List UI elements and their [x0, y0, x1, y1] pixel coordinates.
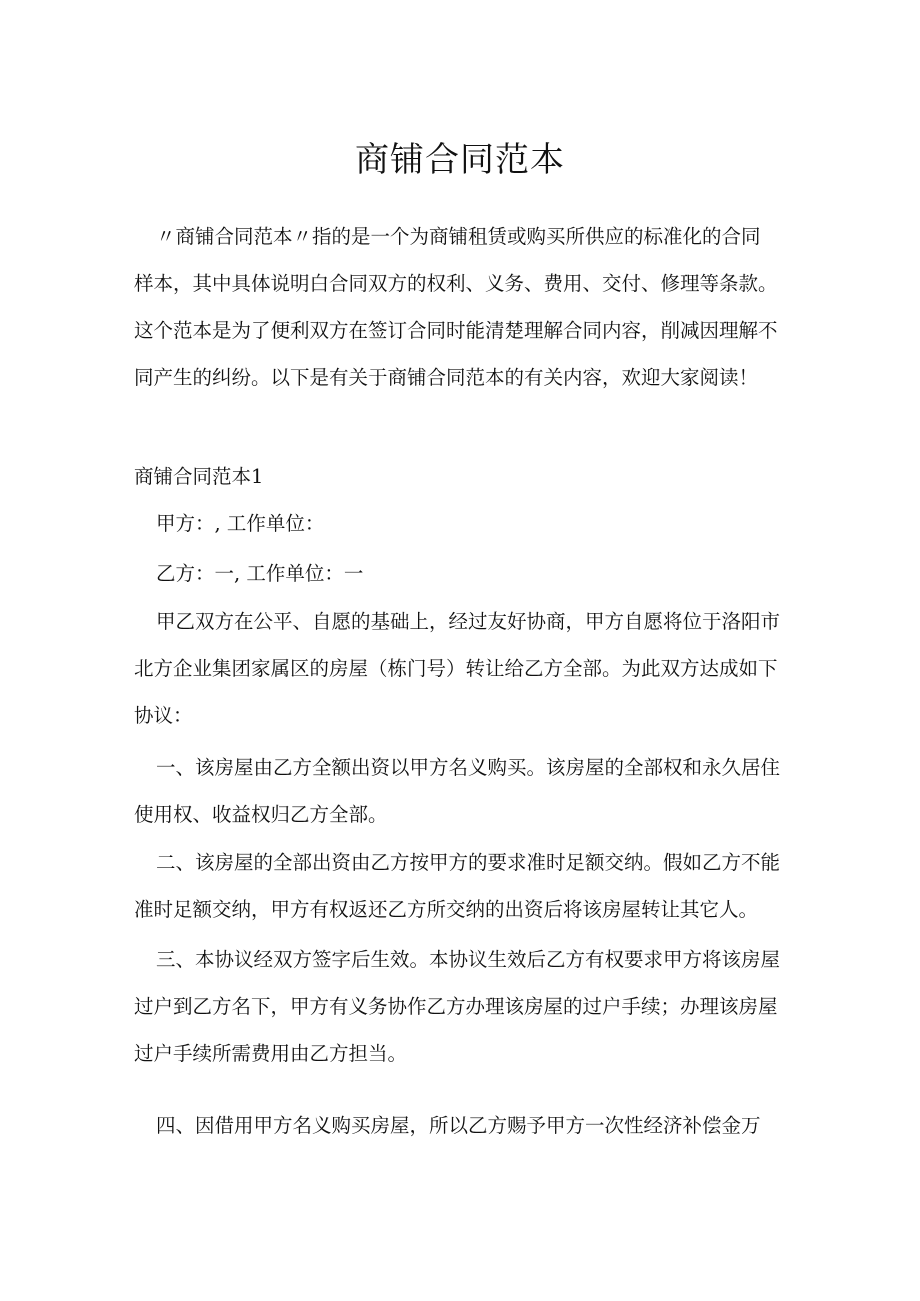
text-line: 过户到乙方名下，甲方有义务协作乙方办理该房屋的过户手续；办理该房屋 — [134, 995, 778, 1018]
party-b-text: 乙方：一, 工作单位：一 — [156, 562, 364, 585]
text-line: 同产生的纠纷。以下是有关于商铺合同范本的有关内容，欢迎大家阅读！ — [134, 366, 759, 389]
intro-paragraph — [134, 213, 794, 401]
text-line: 过户手续所需费用由乙方担当。 — [134, 1042, 408, 1065]
clause-1 — [134, 744, 794, 838]
section-heading-text: 商铺合同范本1 — [134, 465, 264, 488]
text-line: 这个范本是为了便利双方在签订合同时能清楚理解合同内容，削减因理解不 — [134, 319, 778, 342]
text-line: 四、因借用甲方名义购买房屋，所以乙方赐予甲方一次性经济补偿金万 — [156, 1114, 761, 1137]
text-line: 甲乙双方在公平、自愿的基础上，经过友好协商，甲方自愿将位于洛阳市 — [156, 610, 781, 633]
section-heading — [134, 453, 794, 500]
text-line: 使用权、收益权归乙方全部。 — [134, 803, 388, 826]
text-line: 二、该房屋的全部出资由乙方按甲方的要求准时足额交纳。假如乙方不能 — [156, 851, 781, 874]
document-title: 商铺合同范本 — [355, 140, 565, 180]
text-line: 三、本协议经双方签字后生效。本协议生效后乙方有权要求甲方将该房屋 — [156, 948, 781, 971]
clause-2 — [134, 839, 794, 933]
text-line: 准时足额交纳，甲方有权返还乙方所交纳的出资后将该房屋转让其它人。 — [134, 898, 759, 921]
text-line: 一、该房屋由乙方全额出资以甲方名义购买。该房屋的全部权和永久居住 — [156, 756, 781, 779]
party-b-line — [134, 550, 794, 597]
clause-3 — [134, 936, 794, 1077]
party-a-text: 甲方：, 工作单位： — [156, 512, 325, 535]
party-a-line — [134, 500, 794, 547]
text-line: 〃商铺合同范本〃指的是一个为商铺租赁或购买所供应的标准化的合同 — [156, 225, 761, 248]
clause-4 — [134, 1102, 794, 1149]
preamble-paragraph — [134, 598, 794, 739]
text-line: 北方企业集团家属区的房屋（栋门号）转让给乙方全部。为此双方达成如下 — [134, 657, 778, 680]
text-line: 样本，其中具体说明白合同双方的权利、义务、费用、交付、修理等条款。 — [134, 272, 778, 295]
text-line: 协议： — [134, 704, 193, 727]
